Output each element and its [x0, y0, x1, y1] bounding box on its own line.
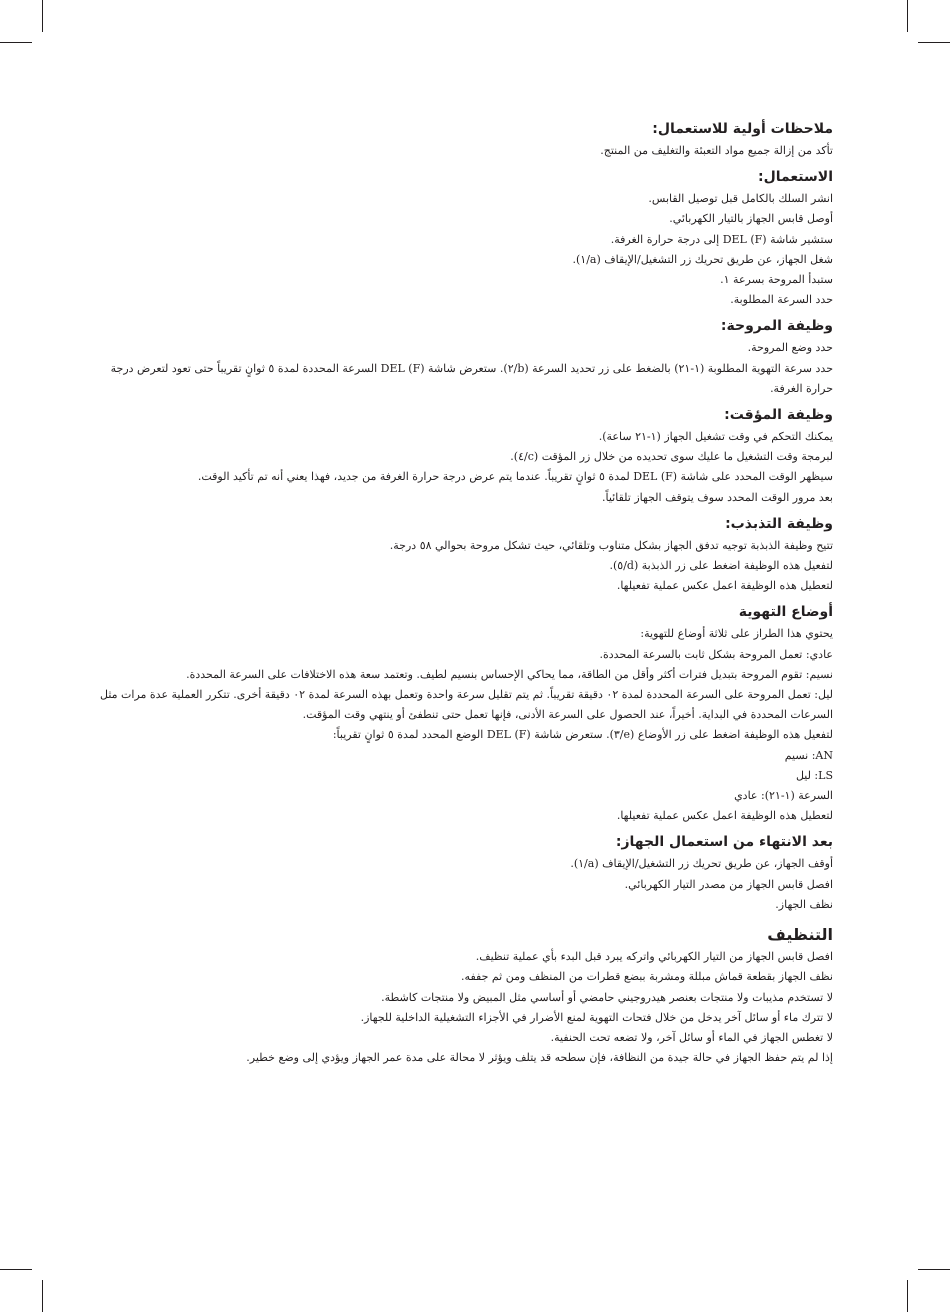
paragraph: لتفعيل هذه الوظيفة اضغط على زر الأوضاع (e/٣). ستعرض شاشة DEL (F) الوضع المحدد لمدة ٥ ثوانٍ تقريباً:: [332, 728, 833, 742]
paragraph: ستبدأ المروحة بسرعة ١.: [720, 273, 833, 287]
paragraph: ليل: تعمل المروحة على السرعة المحددة لمدة ٠٢ دقيقة تقريباً. ثم يتم تقليل سرعة واحدة وتعمل بهذه السرعة لمدة ٠٢ دقيقة أخرى. تتكرر العملية عدة مرات مثل السرعات المحددة في البداية. أخيراً، عند الحصول على السرعة الأدنى، فإنها تعمل حتى تنطفئ أو ينتهي وقت المؤقت.: [100, 688, 833, 722]
paragraph: لتعطيل هذه الوظيفة اعمل عكس عملية تفعيلها.: [616, 809, 833, 823]
section-timer-function: [100, 405, 833, 508]
document-body: [100, 113, 833, 1068]
paragraph: عادي: تعمل المروحة بشكل ثابت بالسرعة المحددة.: [599, 647, 833, 661]
crop-mark-bottom-left-h: [0, 1269, 32, 1270]
paragraph: افصل قابس الجهاز من مصدر التيار الكهربائي.: [624, 877, 833, 891]
paragraph: افصل قابس الجهاز من التيار الكهربائي واتركه يبرد قبل البدء بأي عملية تنظيف.: [475, 950, 833, 964]
section-usage: [100, 167, 833, 310]
paragraph: يمكنك التحكم في وقت تشغيل الجهاز (١-٢١ ساعة).: [598, 430, 833, 444]
paragraph: تأكد من إزالة جميع مواد التعبئة والتغليف من المنتج.: [600, 144, 833, 157]
crop-mark-top-right-h: [918, 42, 950, 43]
section-cleaning: [100, 925, 833, 1068]
section-title: بعد الانتهاء من استعمال الجهاز:: [615, 834, 833, 851]
paragraph: لا تستخدم مذيبات ولا منتجات بعنصر هيدروجيني حامضي أو أساسي مثل المبيض ولا منتجات كاشطة.: [381, 990, 833, 1004]
paragraph: بعد مرور الوقت المحدد سوف يتوقف الجهاز تلقائياً.: [602, 490, 833, 504]
paragraph: أوقف الجهاز، عن طريق تحريك زر التشغيل/الإيقاف (a/١).: [570, 857, 833, 871]
crop-mark-top-right-v: [907, 0, 908, 32]
section-title: الاستعمال:: [758, 169, 833, 186]
paragraph: لا تغطس الجهاز في الماء أو سائل آخر، ولا تضعه تحت الحنفية.: [550, 1030, 833, 1044]
paragraph: حدد وضع المروحة.: [747, 341, 833, 355]
paragraph: حدد سرعة التهوية المطلوبة (١-٢١) بالضغط على زر تحديد السرعة (b/٢). ستعرض شاشة DEL (F) السرعة المحددة لمدة ٥ ثوانٍ تقريباً حتى تعود لتعرض درجة حرارة الغرفة.: [110, 361, 833, 395]
paragraph: نظف الجهاز بقطعة قماش مبللة ومشربة ببضع قطرات من المنظف ومن ثم جففه.: [461, 970, 833, 984]
section-after-use: [100, 832, 833, 915]
crop-mark-bottom-right-v: [907, 1280, 908, 1312]
paragraph: ستشير شاشة DEL (F) إلى درجة حرارة الغرفة.: [610, 232, 833, 246]
paragraph: نسيم: تقوم المروحة بتبديل فترات أكثر وأقل من الطاقة، مما يحاكي الإحساس بنسيم لطيف. وتعتمد سعة هذه الاختلافات على السرعة المحددة.: [186, 667, 833, 681]
section-oscillation-function: [100, 514, 833, 597]
section-title: أوضاع التهوية: [738, 604, 833, 621]
section-title: وظيفة المؤقت:: [724, 407, 833, 424]
paragraph: شغل الجهاز، عن طريق تحريك زر التشغيل/الإيقاف (a/١).: [572, 252, 833, 266]
section-title: التنظيف: [767, 925, 833, 945]
paragraph: LS: ليل: [795, 768, 833, 782]
paragraph: انشر السلك بالكامل قبل توصيل القابس.: [648, 192, 833, 206]
paragraph: لا تترك ماء أو سائل آخر يدخل من خلال فتحات التهوية لمنع الأضرار في الأجزاء التشغيلية الداخلية للجهاز.: [360, 1010, 833, 1024]
paragraph: لبرمجة وقت التشغيل ما عليك سوى تحديده من خلال زر المؤقت (c/٤).: [510, 450, 833, 464]
crop-mark-top-left-v: [42, 0, 43, 32]
paragraph: يحتوي هذا الطراز على ثلاثة أوضاع للتهوية:: [640, 627, 833, 641]
section-title: ملاحظات أولية للاستعمال:: [652, 121, 833, 137]
paragraph: حدد السرعة المطلوبة.: [730, 293, 833, 307]
section-fan-function: [100, 316, 833, 399]
section-title: وظيفة التذبذب:: [725, 515, 833, 532]
paragraph: لتعطيل هذه الوظيفة اعمل عكس عملية تفعيلها.: [616, 579, 833, 593]
paragraph: السرعة (١-٢١): عادي: [734, 789, 833, 803]
paragraph: لتفعيل هذه الوظيفة اضغط على زر الذبذبة (d/٥).: [609, 559, 833, 573]
section-title: وظيفة المروحة:: [720, 318, 833, 335]
paragraph: سيظهر الوقت المحدد على شاشة DEL (F) لمدة ٥ ثوانٍ تقريباً. عندما يتم عرض درجة حرارة الغرفة من جديد، فهذا يعني أنه تم تأكيد الوقت.: [197, 470, 833, 484]
crop-mark-top-left-h: [0, 42, 32, 43]
crop-mark-bottom-left-v: [42, 1280, 43, 1312]
paragraph: أوصل قابس الجهاز بالتيار الكهربائي.: [669, 212, 833, 226]
section-ventilation-modes: [100, 602, 833, 826]
paragraph: نظف الجهاز.: [775, 897, 833, 911]
paragraph: تتيح وظيفة الذبذبة توجيه تدفق الجهاز بشكل متناوب وتلقائي، حيث تشكل مروحة بحوالي ٥٨ درجة.: [389, 538, 833, 552]
section-preliminary-notes: [100, 119, 833, 161]
paragraph: AN: نسيم: [784, 748, 833, 762]
crop-mark-bottom-right-h: [918, 1269, 950, 1270]
paragraph: إذا لم يتم حفظ الجهاز في حالة جيدة من النظافة، فإن سطحه قد يتلف ويؤثر لا محالة على مدة عمر الجهاز ويؤدي إلى وضع خطير.: [246, 1051, 833, 1065]
